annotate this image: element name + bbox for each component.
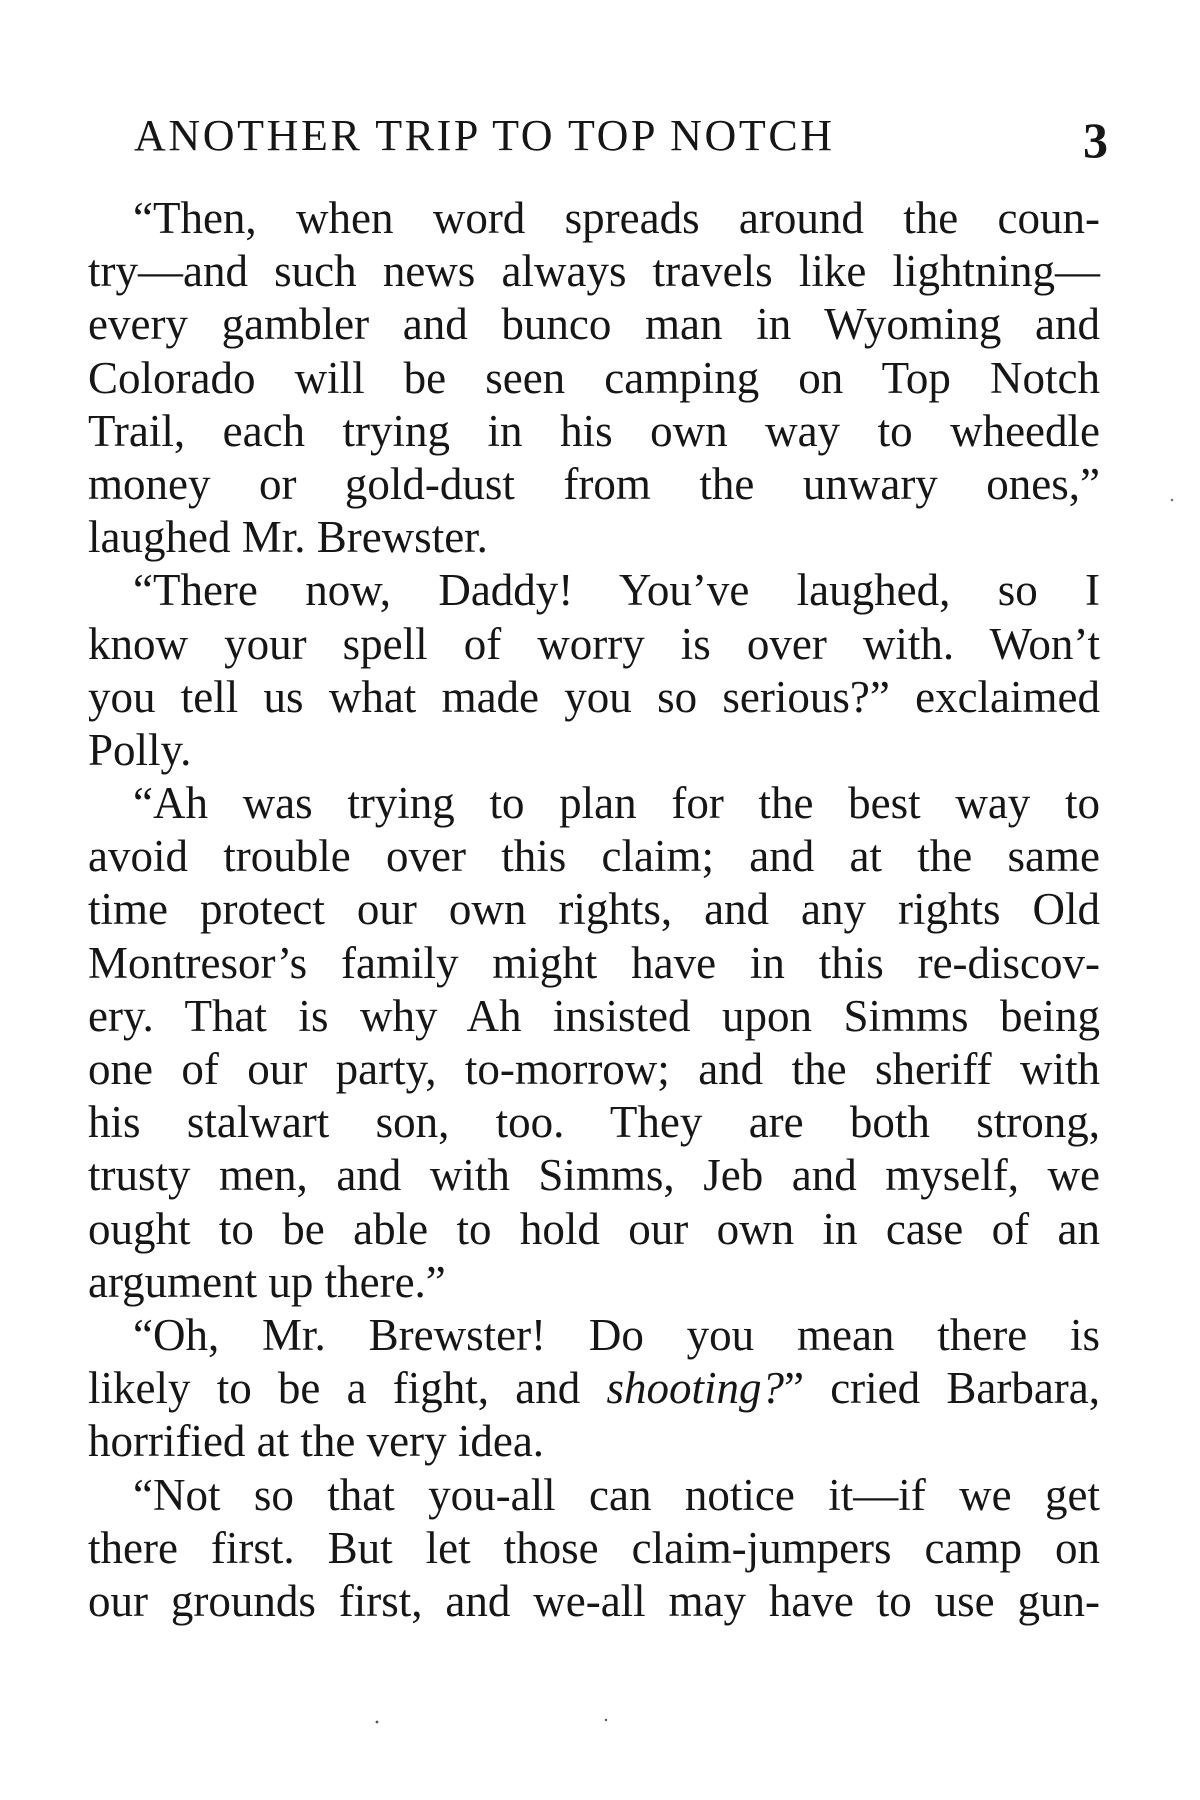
text-line: you tell us what made you so serious?” exclaimed [88, 671, 1100, 722]
text-line: Montresor’s family might have in this re-discov- [88, 937, 1100, 988]
italic-word: shooting? [606, 1363, 784, 1414]
text-line: “There now, Daddy! You’ve laughed, so I [133, 565, 1100, 616]
running-head-title: ANOTHER TRIP TO TOP NOTCH [134, 111, 835, 160]
paper-speck [1171, 499, 1174, 502]
paper-speck [605, 1719, 607, 1721]
text-line: trusty men, and with Simms, Jeb and myself, we [88, 1150, 1100, 1201]
body-text [88, 192, 1100, 1628]
text-run: likely to be a fight, and [88, 1363, 607, 1414]
page-number: 3 [1083, 112, 1108, 168]
text-line: “Then, when word spreads around the coun- [133, 193, 1100, 243]
text-line: time protect our own rights, and any rights Old [88, 884, 1100, 935]
text-line-with-italic [88, 1362, 1100, 1415]
text-line: “Not so that you-all can notice it—if we get [133, 1469, 1100, 1520]
text-line: laughed Mr. Brewster. [88, 512, 488, 563]
text-line: “Ah was trying to plan for the best way to [133, 778, 1100, 829]
text-line: ought to be able to hold our own in case of an [88, 1203, 1100, 1254]
running-head [134, 106, 1108, 168]
text-line: ery. That is why Ah insisted upon Simms being [88, 990, 1100, 1041]
text-line: horrified at the very idea. [88, 1416, 545, 1467]
text-line: Trail, each trying in his own way to wheedle [88, 405, 1100, 456]
text-line: his stalwart son, too. They are both strong, [88, 1097, 1100, 1148]
text-line: there first. But let those claim-jumpers camp on [88, 1522, 1100, 1573]
text-line: avoid trouble over this claim; and at the same [88, 831, 1100, 882]
text-line: Colorado will be seen camping on Top Notch [88, 352, 1100, 403]
text-run: ” cried Barbara, [784, 1363, 1100, 1414]
text-line: argument up there.” [88, 1256, 446, 1307]
text-line: every gambler and bunco man in Wyoming and [88, 299, 1100, 350]
text-line: Polly. [88, 724, 192, 775]
text-line: “Oh, Mr. Brewster! Do you mean there is [133, 1309, 1100, 1360]
text-line: money or gold-dust from the unwary ones,” [88, 458, 1100, 509]
paper-speck [376, 1721, 379, 1724]
text-line: try—and such news always travels like lightning— [88, 246, 1100, 297]
text-line: our grounds first, and we-all may have to use gun- [88, 1575, 1100, 1626]
text-line: know your spell of worry is over with. Won’t [88, 618, 1100, 669]
text-line: one of our party, to-morrow; and the sheriff with [88, 1044, 1100, 1094]
